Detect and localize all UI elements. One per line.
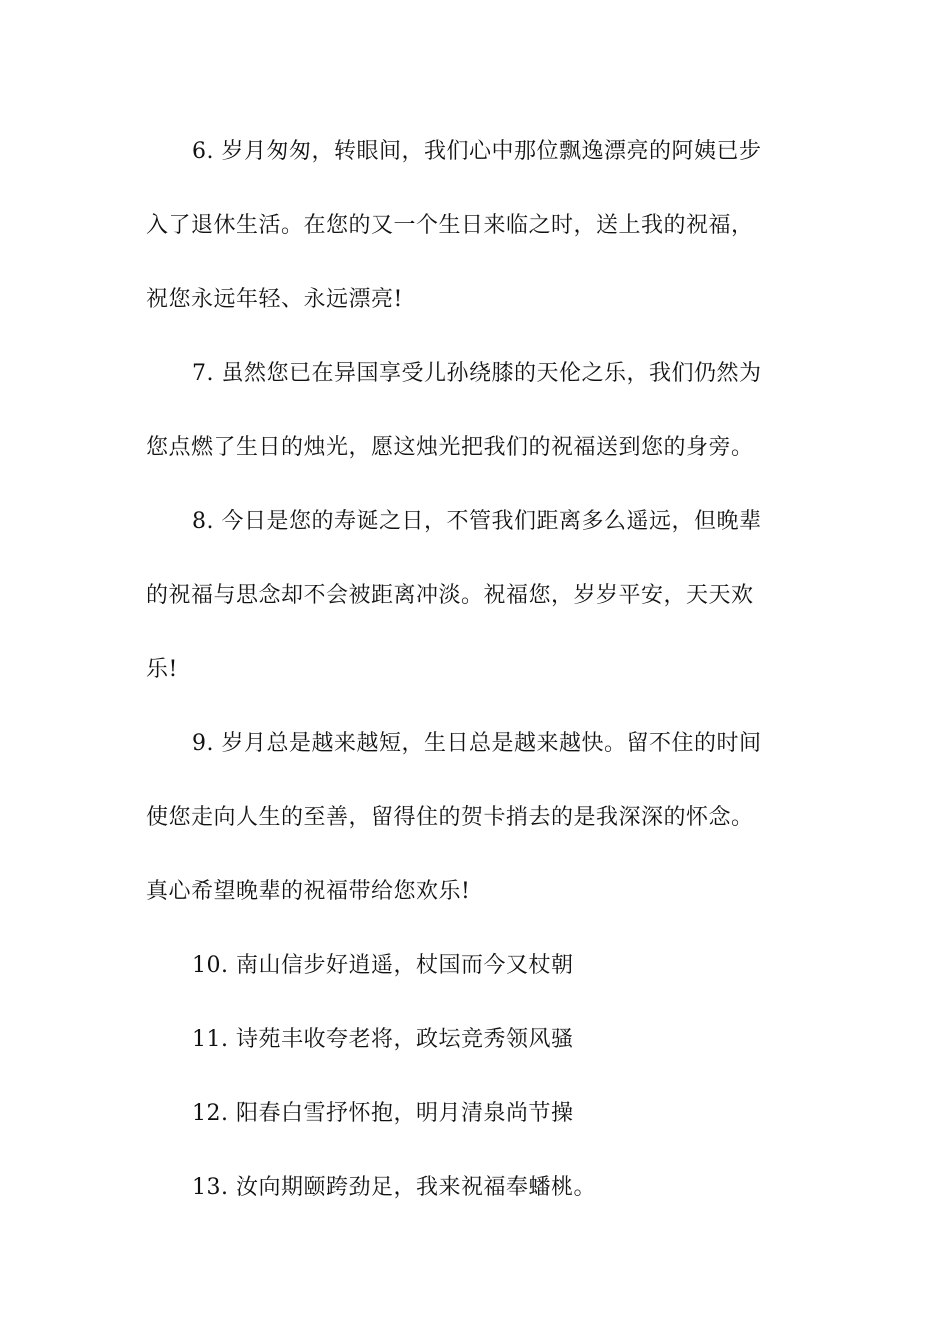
text-line: 6. 岁月匆匆，转眼间，我们心中那位飘逸漂亮的阿姨已步	[192, 139, 762, 164]
text-line: 祝您永远年轻、永远漂亮!	[146, 287, 403, 312]
text-line: 9. 岁月总是越来越短，生日总是越来越快。留不住的时间	[192, 731, 762, 756]
text-line: 11. 诗苑丰收夸老将，政坛竞秀领风骚	[192, 1027, 574, 1052]
text-line: 8. 今日是您的寿诞之日，不管我们距离多么遥远，但晚辈	[192, 509, 762, 534]
text-line: 的祝福与思念却不会被距离冲淡。祝福您，岁岁平安，天天欢	[146, 583, 754, 608]
text-line: 12. 阳春白雪抒怀抱，明月清泉尚节操	[192, 1101, 574, 1126]
text-line: 真心希望晚辈的祝福带给您欢乐!	[146, 879, 471, 904]
text-line: 13. 汝向期颐跨劲足，我来祝福奉蟠桃。	[192, 1175, 596, 1200]
text-line: 7. 虽然您已在异国享受儿孙绕膝的天伦之乐，我们仍然为	[192, 361, 762, 386]
text-line: 乐!	[146, 657, 178, 682]
text-line: 入了退休生活。在您的又一个生日来临之时，送上我的祝福，	[146, 213, 754, 238]
text-line: 您点燃了生日的烛光，愿这烛光把我们的祝福送到您的身旁。	[146, 435, 754, 460]
text-line: 10. 南山信步好逍遥，杖国而今又杖朝	[192, 953, 574, 978]
text-line: 使您走向人生的至善，留得住的贺卡捎去的是我深深的怀念。	[146, 805, 754, 830]
